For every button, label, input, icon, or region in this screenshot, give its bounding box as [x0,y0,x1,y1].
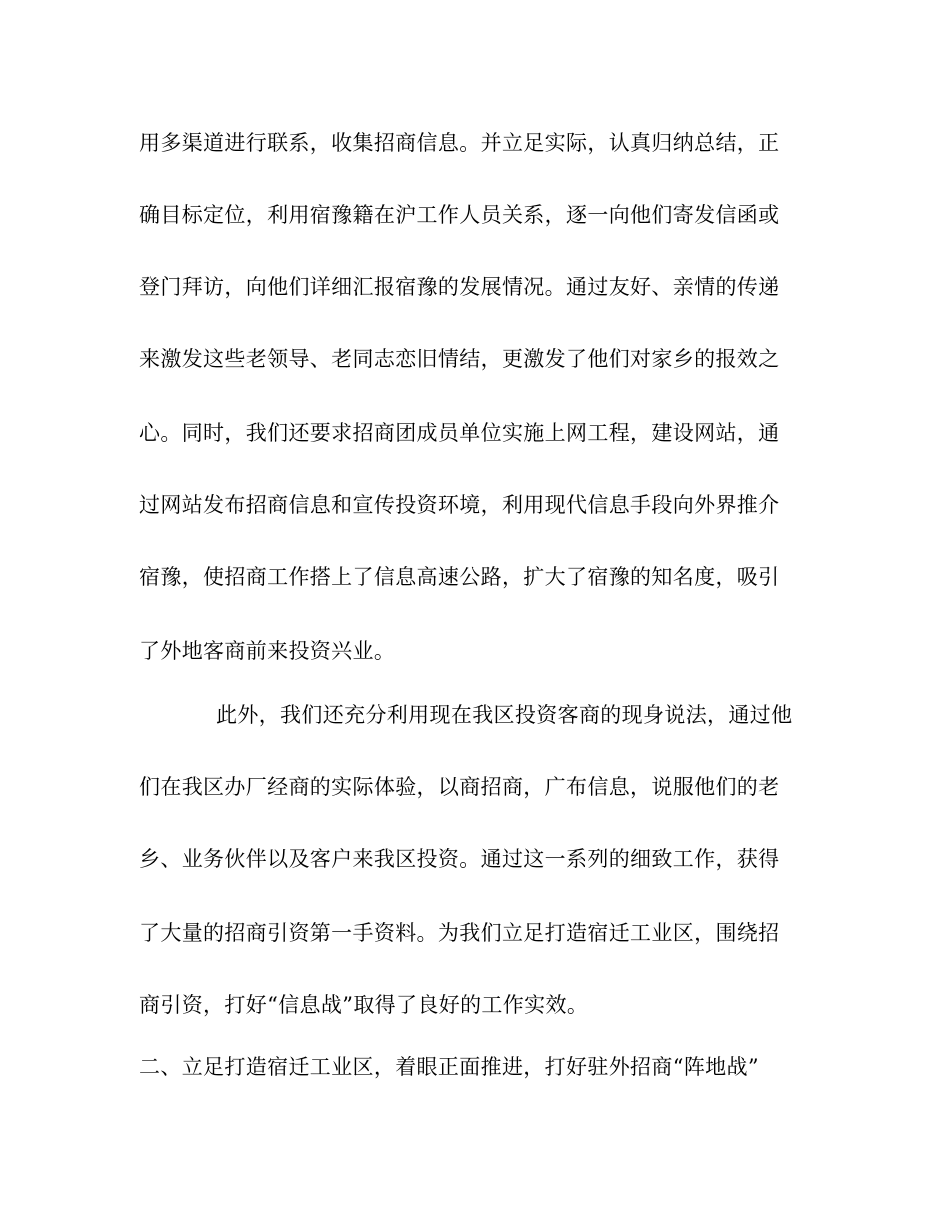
section-heading: 二、立足打造宿迁工业区，着眼正面推进，打好驻外招商“阵地战” [139,1055,759,1079]
paragraph-line-8: 了外地客商前来投资兴业。 [139,639,396,663]
paragraph-line-3: 登门拜访，向他们详细汇报宿豫的发展情况。通过友好、亲情的传递 [139,275,780,299]
paragraph-line-6: 过网站发布招商信息和宣传投资环境，利用现代信息手段向外界推介 [139,493,780,517]
paragraph2-line-3: 乡、业务伙伴以及客户来我区投资。通过这一系列的细致工作，获得 [139,847,780,871]
paragraph-line-5: 心。同时，我们还要求招商团成员单位实施上网工程，建设网站，通 [139,421,780,445]
paragraph2-line-4: 了大量的招商引资第一手资料。为我们立足打造宿迁工业区，围绕招 [139,921,780,945]
paragraph-line-2: 确目标定位，利用宿豫籍在沪工作人员关系，逐一向他们寄发信函或 [139,203,780,227]
paragraph2-line-5: 商引资，打好“信息战”取得了良好的工作实效。 [139,993,589,1017]
paragraph2-line-2: 们在我区办厂经商的实际体验，以商招商，广布信息，说服他们的老 [139,775,780,799]
paragraph-line-4: 来激发这些老领导、老同志恋旧情结，更激发了他们对家乡的报效之 [139,347,780,371]
paragraph-line-7: 宿豫，使招商工作搭上了信息高速公路，扩大了宿豫的知名度，吸引 [139,565,780,589]
paragraph-line-1: 用多渠道进行联系，收集招商信息。并立足实际，认真归纳总结，正 [139,131,780,155]
paragraph2-line-1: 此外，我们还充分利用现在我区投资客商的现身说法，通过他 [216,703,793,727]
